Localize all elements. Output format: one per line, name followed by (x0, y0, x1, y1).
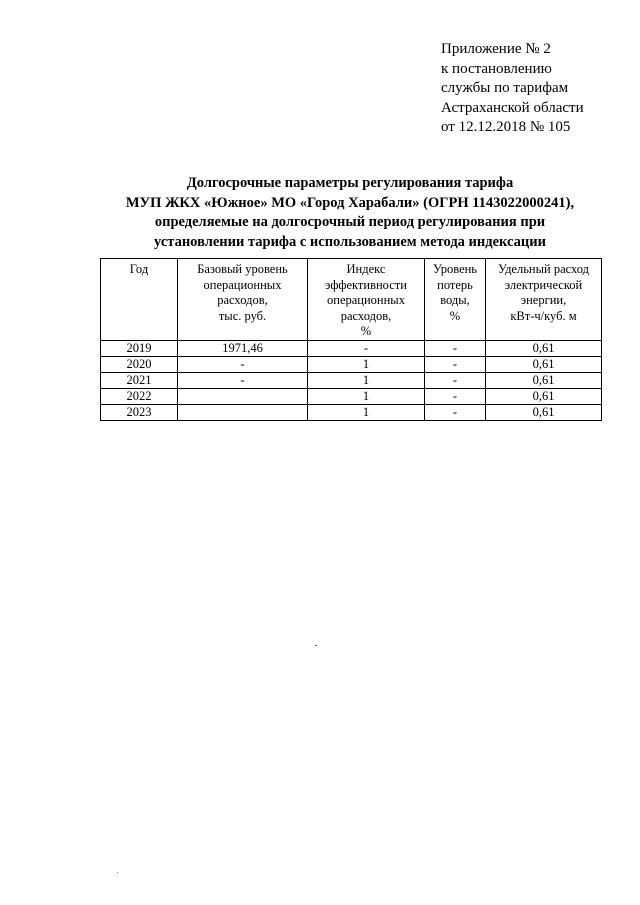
cell-year: 2020 (101, 356, 178, 372)
document-title (60, 174, 640, 252)
cell-energy: 0,61 (486, 372, 602, 388)
parameters-table (100, 258, 602, 421)
cell-year: 2021 (101, 372, 178, 388)
cell-index: 1 (308, 404, 425, 420)
appendix-line: службы по тарифам (441, 80, 569, 96)
table-row (101, 356, 602, 372)
title-line: Долгосрочные параметры регулирования тарифа (186, 175, 514, 191)
cell-energy: 0,61 (486, 340, 602, 356)
cell-loss: - (425, 404, 486, 420)
cell-energy: 0,61 (486, 356, 602, 372)
cell-index: 1 (308, 372, 425, 388)
table-row (101, 404, 602, 420)
cell-loss: - (425, 340, 486, 356)
scan-speck (315, 645, 317, 646)
cell-year: 2023 (101, 404, 178, 420)
title-line: МУП ЖКХ «Южное» МО «Город Харабали» (ОГРН 1143022000241), (125, 194, 575, 211)
cell-base (178, 388, 308, 404)
cell-energy: 0,61 (486, 404, 602, 420)
cell-loss: - (425, 388, 486, 404)
appendix-line: к постановлению (441, 60, 552, 77)
header-efficiency-index: Индекс эффективности операционных расходов, % (308, 259, 425, 341)
table-row (101, 340, 602, 356)
cell-base: 1971,46 (178, 340, 308, 356)
cell-base: - (178, 372, 308, 388)
cell-year: 2019 (101, 340, 178, 356)
table-row (101, 388, 602, 404)
header-base-level: Базовый уровень операционных расходов, тыс. руб. (178, 259, 308, 341)
appendix-line: Астраханской области (441, 99, 584, 116)
scan-speck (117, 872, 118, 873)
appendix-line: от 12.12.2018 № 105 (441, 119, 571, 135)
title-line: определяемые на долгосрочный период регулирования при (154, 214, 546, 230)
cell-index: 1 (308, 388, 425, 404)
cell-base: - (178, 356, 308, 372)
cell-loss: - (425, 356, 486, 372)
cell-energy: 0,61 (486, 388, 602, 404)
cell-index: - (308, 340, 425, 356)
cell-index: 1 (308, 356, 425, 372)
appendix-line: Приложение № 2 (441, 41, 551, 57)
cell-loss: - (425, 372, 486, 388)
cell-year: 2022 (101, 388, 178, 404)
title-line: установлении тарифа с использованием метода индексации (154, 233, 546, 250)
cell-base (178, 404, 308, 420)
table-row (101, 372, 602, 388)
header-water-loss: Уровень потерь воды, % (425, 259, 486, 341)
header-energy-consumption: Удельный расход электрической энергии, кВт-ч/куб. м (486, 259, 602, 341)
header-year: Год (101, 259, 178, 341)
table-header-row (101, 259, 602, 341)
appendix-note (441, 40, 631, 138)
